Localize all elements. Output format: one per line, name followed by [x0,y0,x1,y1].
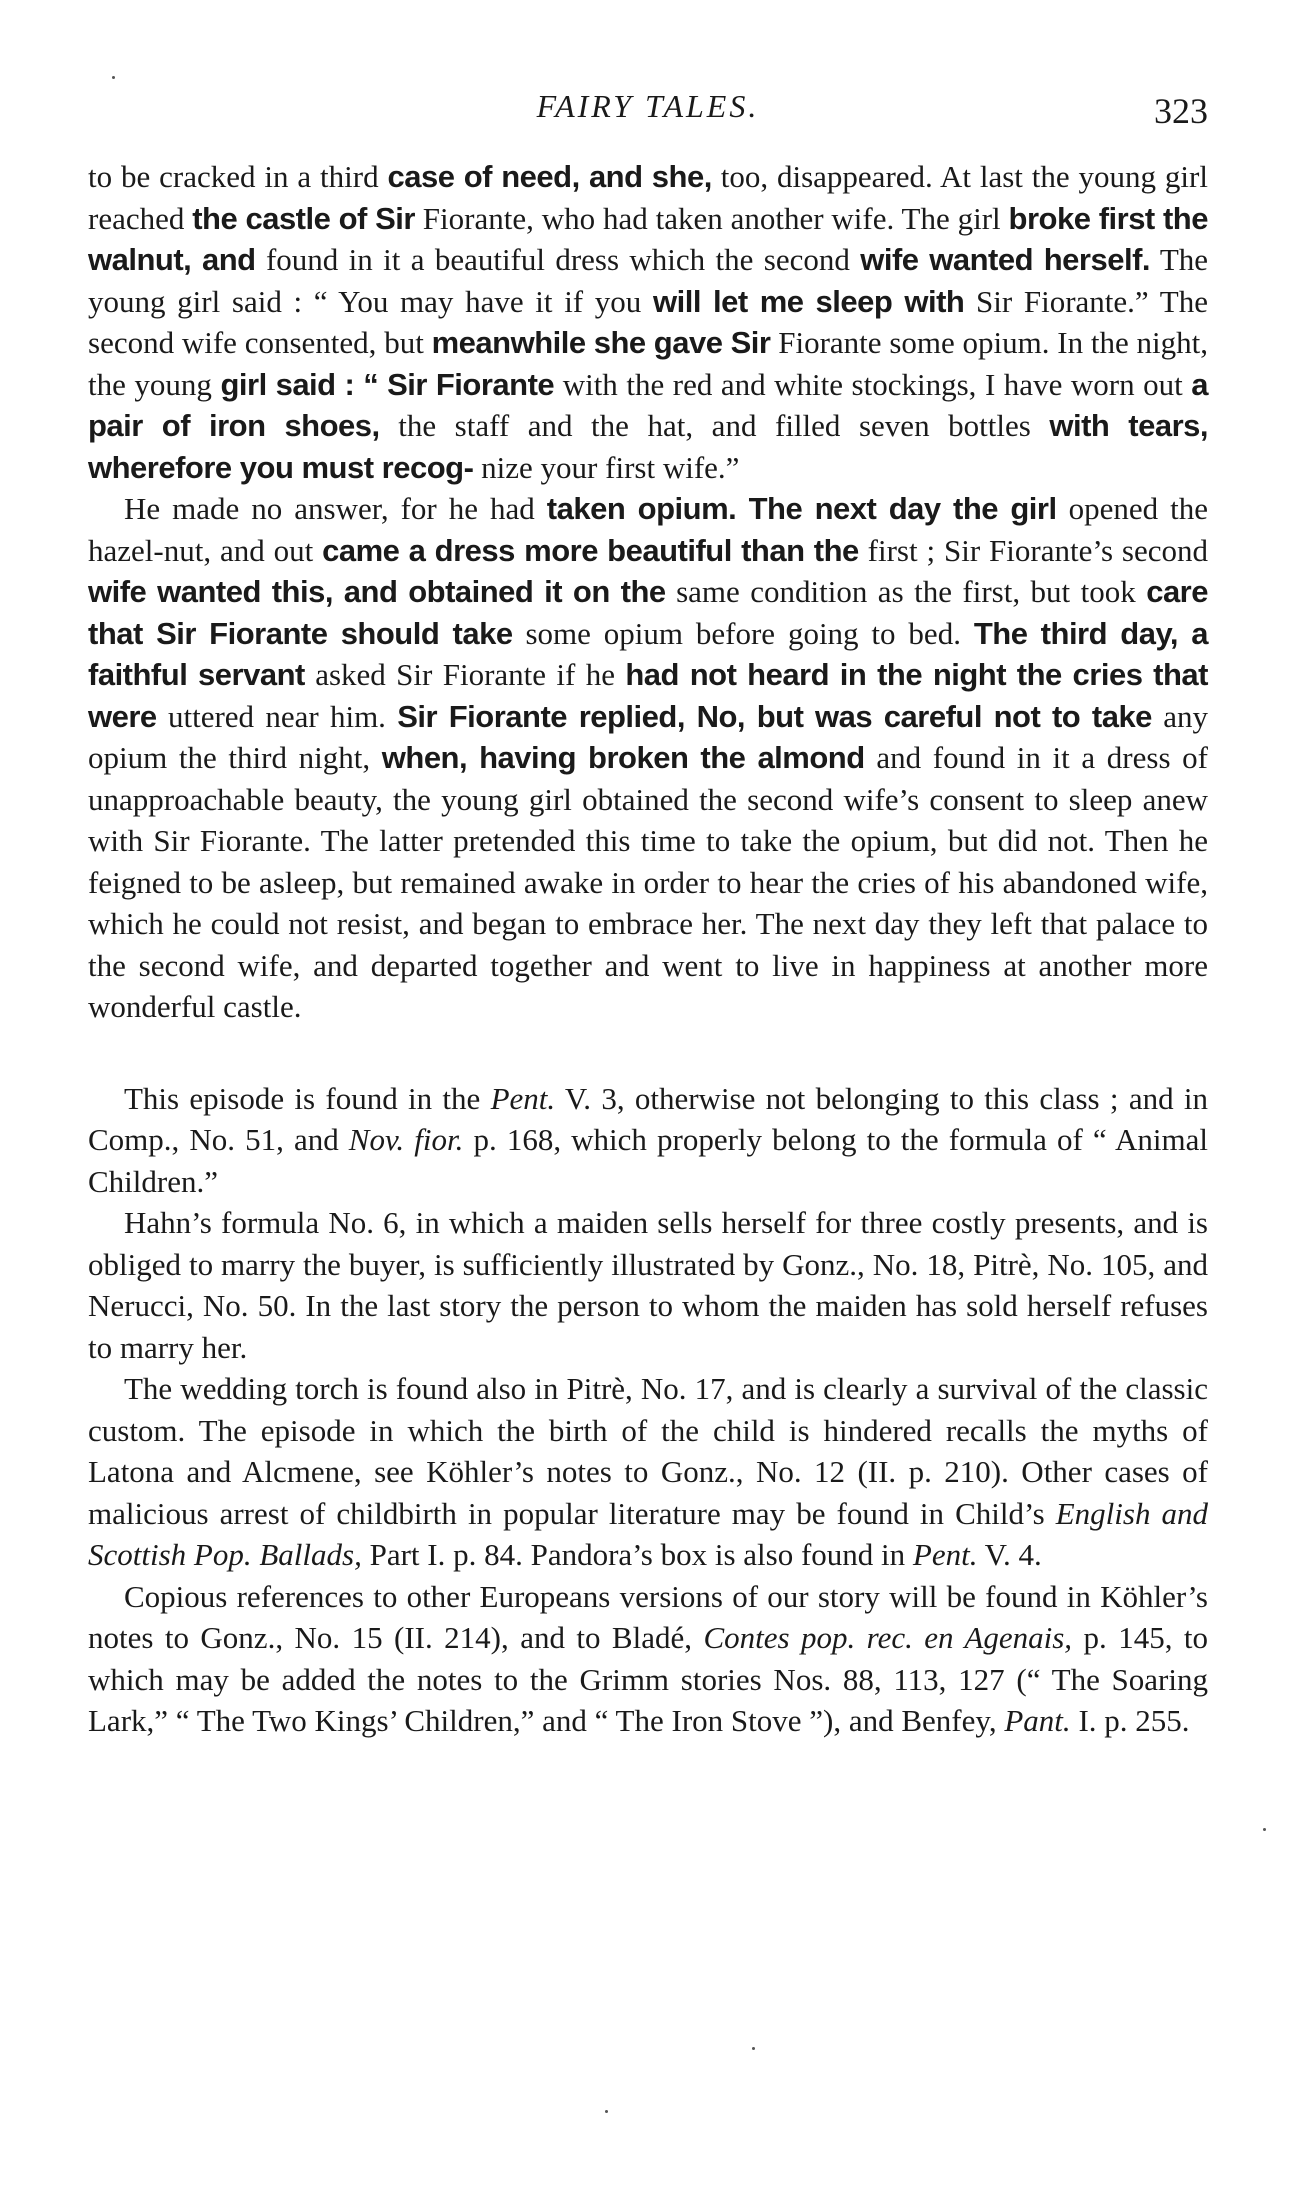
italic-text: Pant. [1004,1703,1071,1738]
bold-text: care that Sir Fiorante should take [88,574,1208,651]
bold-text: a pair of iron shoes, [88,366,1208,443]
text-run: This episode is found in the [124,1080,491,1116]
text-run: p. 168, which properly belong to the formula of “ Animal Children.” [88,1122,1209,1199]
paragraph [88,488,1208,1028]
print-speck [752,2047,755,2050]
text-run: Sir Fiorante.” The second wife consented, but [88,283,1209,360]
text-run: nize your first wife.” [473,449,740,485]
paragraph [88,1368,1208,1576]
text-run: Fiorante some opium. In the night, the young [88,325,1209,402]
text-run: any opium the third night, [88,698,1208,775]
text-run: I. p. 255. [1070,1703,1190,1738]
bold-text: case of need, and she, [387,159,712,194]
page-header [88,88,1208,138]
bold-text: taken opium. The next day the girl [546,491,1057,526]
paragraph [88,1078,1208,1203]
bold-text: meanwhile she gave Sir [431,325,771,360]
text-run: V. 3, otherwise not belonging to this class ; and in Comp., No. 51, and [88,1080,1208,1157]
bold-text: came a dress more beautiful than the [322,532,859,568]
text-run: with the red and white stockings, I have worn out [554,366,1192,402]
paragraph [88,156,1208,488]
print-speck [1263,1828,1266,1831]
bold-text: girl said : “ Sir Fiorante [220,366,555,402]
text-run: asked Sir Fiorante if he [304,657,626,692]
text-run: Hahn’s formula No. 6, in which a maiden sells herself for three costly presents, and is obliged to marry the buyer, is sufficiently illustrated by Gonz., No. 18, Pitrè, No. 105, and Nerucci, No. 50. In the last story the person to whom the maiden has sold herself refuses to marry her. [88,1205,1208,1365]
text-run: the staff and the hat, and filled seven bottles [379,408,1050,443]
bold-text: had not heard in the night the cries that were [88,657,1208,734]
page-number: 323 [1154,91,1208,131]
text-run: first ; Sir Fiorante’s second [858,532,1209,568]
bold-text: The third day, a faithful servant [88,615,1209,692]
print-speck [605,2110,608,2113]
bold-text: Sir Fiorante replied, No, but was careful not to take [397,698,1152,734]
text-run: The wedding torch is found also in Pitrè, No. 17, and is clearly a survival of the classic custom. The episode in which the birth of the child is hindered recalls the myths of Latona and Alcmene, see Köhler’s notes to Gonz., No. 12 (II. p. 210). Other cases of malicious arrest of childbirth in popular literature may be found in Child’s [88,1371,1208,1531]
text-run: opened the hazel-nut, and out [88,491,1208,568]
text-run: to be cracked in a third [88,159,388,194]
paragraph [88,1202,1208,1368]
text-run: Part I. p. 84. Pandora’s box is also found in [361,1537,913,1572]
text-run: same condition as the first, but took [665,574,1147,609]
text-run: found in it a beautiful dress which the second [255,242,861,277]
bold-text: wife wanted herself. [860,242,1151,277]
body-text [88,156,1208,1742]
bold-text: when, having broken the almond [381,740,865,775]
bold-text: will let me sleep with [652,283,965,319]
running-title: FAIRY TALES. [536,88,760,124]
paragraph [88,1576,1208,1742]
text-run: He made no answer, for he had [124,491,547,526]
bold-text: with tears, wherefore you must recog- [88,408,1208,485]
italic-text: Contes pop. rec. en Agenais, [703,1620,1073,1655]
text-run: some opium before going to bed. [512,615,974,651]
text-run: too, disappeared. At last the young girl reached [88,159,1208,236]
bold-text: the castle of Sir [192,200,415,236]
bold-text: broke first the walnut, and [88,200,1208,277]
text-run: uttered near him. [156,698,398,734]
section-gap [88,1028,1208,1078]
bold-text: wife wanted this, and obtained it on the [88,574,666,609]
text-run: and found in it a dress of unapproachable beauty, the young girl obtained the second wife’s consent to sleep anew with Sir Fiorante. The latter pretended this time to take the opium, but did not. Then he feigned to be asleep, but remained awake in order to hear the cries of his abandoned wife, which he could not resist, and began to embrace her. The next day they left that palace to the second wife, and departed together and went to live in happiness at another more wonderful castle. [88,740,1208,1024]
italic-text: Pent. [490,1080,556,1116]
text-run: Fiorante, who had taken another wife. The girl [414,200,1009,236]
text-run: The young girl said : “ You may have it if you [88,242,1209,319]
italic-text: Pent. [912,1537,978,1572]
text-run: p. 145, to which may be added the notes to the Grimm stories Nos. 88, 113, 127 (“ The Soaring Lark,” “ The Two Kings’ Children,” and “ The Iron Stove ”), and Benfey, [88,1620,1208,1738]
print-speck [112,76,115,79]
text-run: V. 4. [977,1537,1042,1572]
text-run: Copious references to other Europeans versions of our story will be found in Köhler’s notes to Gonz., No. 15 (II. 214), and to Bladé, [88,1578,1208,1655]
italic-text: Nov. fior. [348,1122,464,1157]
italic-text: English and Scottish Pop. Ballads, [88,1495,1208,1572]
